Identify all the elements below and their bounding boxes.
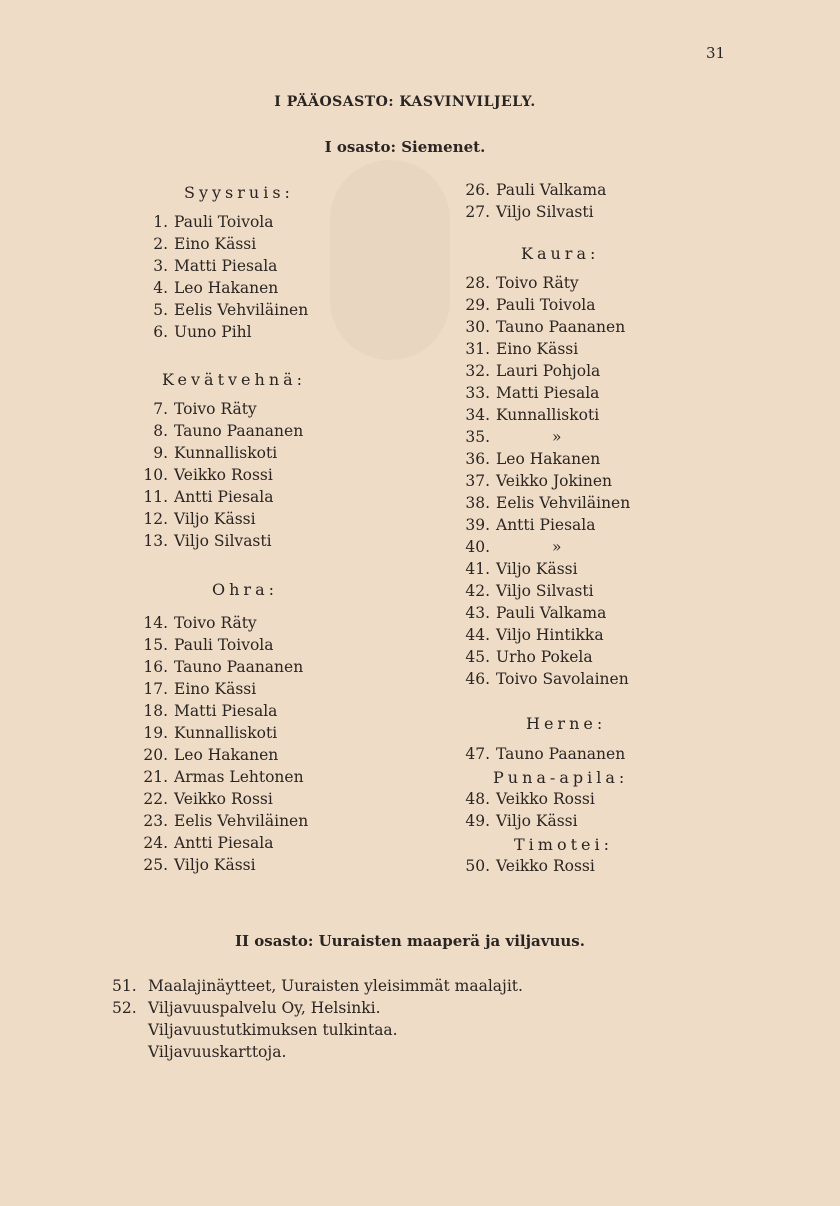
list-item: 29. Pauli Toivola [465,296,596,314]
heading-herne: Herne: [526,714,607,733]
list-item: 48. Veikko Rossi [465,790,595,808]
list-item: 47. Tauno Paananen [465,745,626,763]
list-item: 43. Pauli Valkama [465,604,607,622]
list-item: 50. Veikko Rossi [465,857,595,875]
main-title: I PÄÄOSASTO: KASVINVILJELY. [274,94,536,110]
list-item: 21. Armas Lehtonen [143,768,304,786]
list-item: 34. Kunnalliskoti [465,406,600,424]
list-item: 25. Viljo Kässi [143,856,256,874]
bleed-through-shadow [330,160,450,360]
list-item: 37. Veikko Jokinen [465,472,612,490]
list-item: 46. Toivo Savolainen [465,670,629,688]
list-item: 40. » [465,538,562,556]
list-item: 39. Antti Piesala [465,516,596,534]
heading-kevatvehna: Kevätvehnä: [162,370,307,389]
list-item: 20. Leo Hakanen [143,746,279,764]
list-item: 36. Leo Hakanen [465,450,601,468]
list-item: 44. Viljo Hintikka [465,626,604,644]
list-item: 49. Viljo Kässi [465,812,578,830]
list-item: 7. Toivo Räty [153,400,257,418]
list-item: 16. Tauno Paananen [143,658,304,676]
list-item: 27. Viljo Silvasti [465,203,594,221]
list-item: 15. Pauli Toivola [143,636,274,654]
list-item: 18. Matti Piesala [143,702,278,720]
list-item: 35. » [465,428,562,446]
heading-timotei: Timotei: [514,835,613,854]
list-item: 30. Tauno Paananen [465,318,626,336]
list-item: 24. Antti Piesala [143,834,274,852]
list-item: 1. Pauli Toivola [153,213,274,231]
list-item: 22. Veikko Rossi [143,790,273,808]
section2-item: 51. Maalajinäytteet, Uuraisten yleisimmät maalajit. [112,977,523,995]
list-item: 38. Eelis Vehviläinen [465,494,631,512]
list-item: 14. Toivo Räty [143,614,257,632]
heading-ohra: Ohra: [212,580,278,599]
heading-kaura: Kaura: [521,244,600,263]
list-item: 32. Lauri Pohjola [465,362,601,380]
list-item: 13. Viljo Silvasti [143,532,272,550]
list-item: 9. Kunnalliskoti [153,444,278,462]
list-item: 45. Urho Pokela [465,648,593,666]
list-item: 12. Viljo Kässi [143,510,256,528]
heading-syysruis: Syysruis: [184,183,294,202]
list-item: 33. Matti Piesala [465,384,600,402]
section2-item: Viljavuustutkimuksen tulkintaa. [148,1021,398,1039]
list-item: 23. Eelis Vehviläinen [143,812,309,830]
list-item: 17. Eino Kässi [143,680,257,698]
list-item: 5. Eelis Vehviläinen [153,301,309,319]
section1-title: I osasto: Siemenet. [324,138,486,156]
list-item: 11. Antti Piesala [143,488,274,506]
page-number: 31 [706,44,726,62]
heading-puna-apila: Puna-apila: [493,768,629,787]
list-item: 26. Pauli Valkama [465,181,607,199]
list-item: 8. Tauno Paananen [153,422,304,440]
section2-item: Viljavuuskarttoja. [148,1043,287,1061]
list-item: 4. Leo Hakanen [153,279,279,297]
list-item: 31. Eino Kässi [465,340,579,358]
list-item: 42. Viljo Silvasti [465,582,594,600]
list-item: 19. Kunnalliskoti [143,724,278,742]
list-item: 3. Matti Piesala [153,257,278,275]
list-item: 2. Eino Kässi [153,235,257,253]
section2-title: II osasto: Uuraisten maaperä ja viljavuus. [235,932,585,950]
list-item: 6. Uuno Pihl [153,323,252,341]
list-item: 28. Toivo Räty [465,274,579,292]
list-item: 41. Viljo Kässi [465,560,578,578]
list-item: 10. Veikko Rossi [143,466,273,484]
section2-item: 52. Viljavuuspalvelu Oy, Helsinki. [112,999,381,1017]
